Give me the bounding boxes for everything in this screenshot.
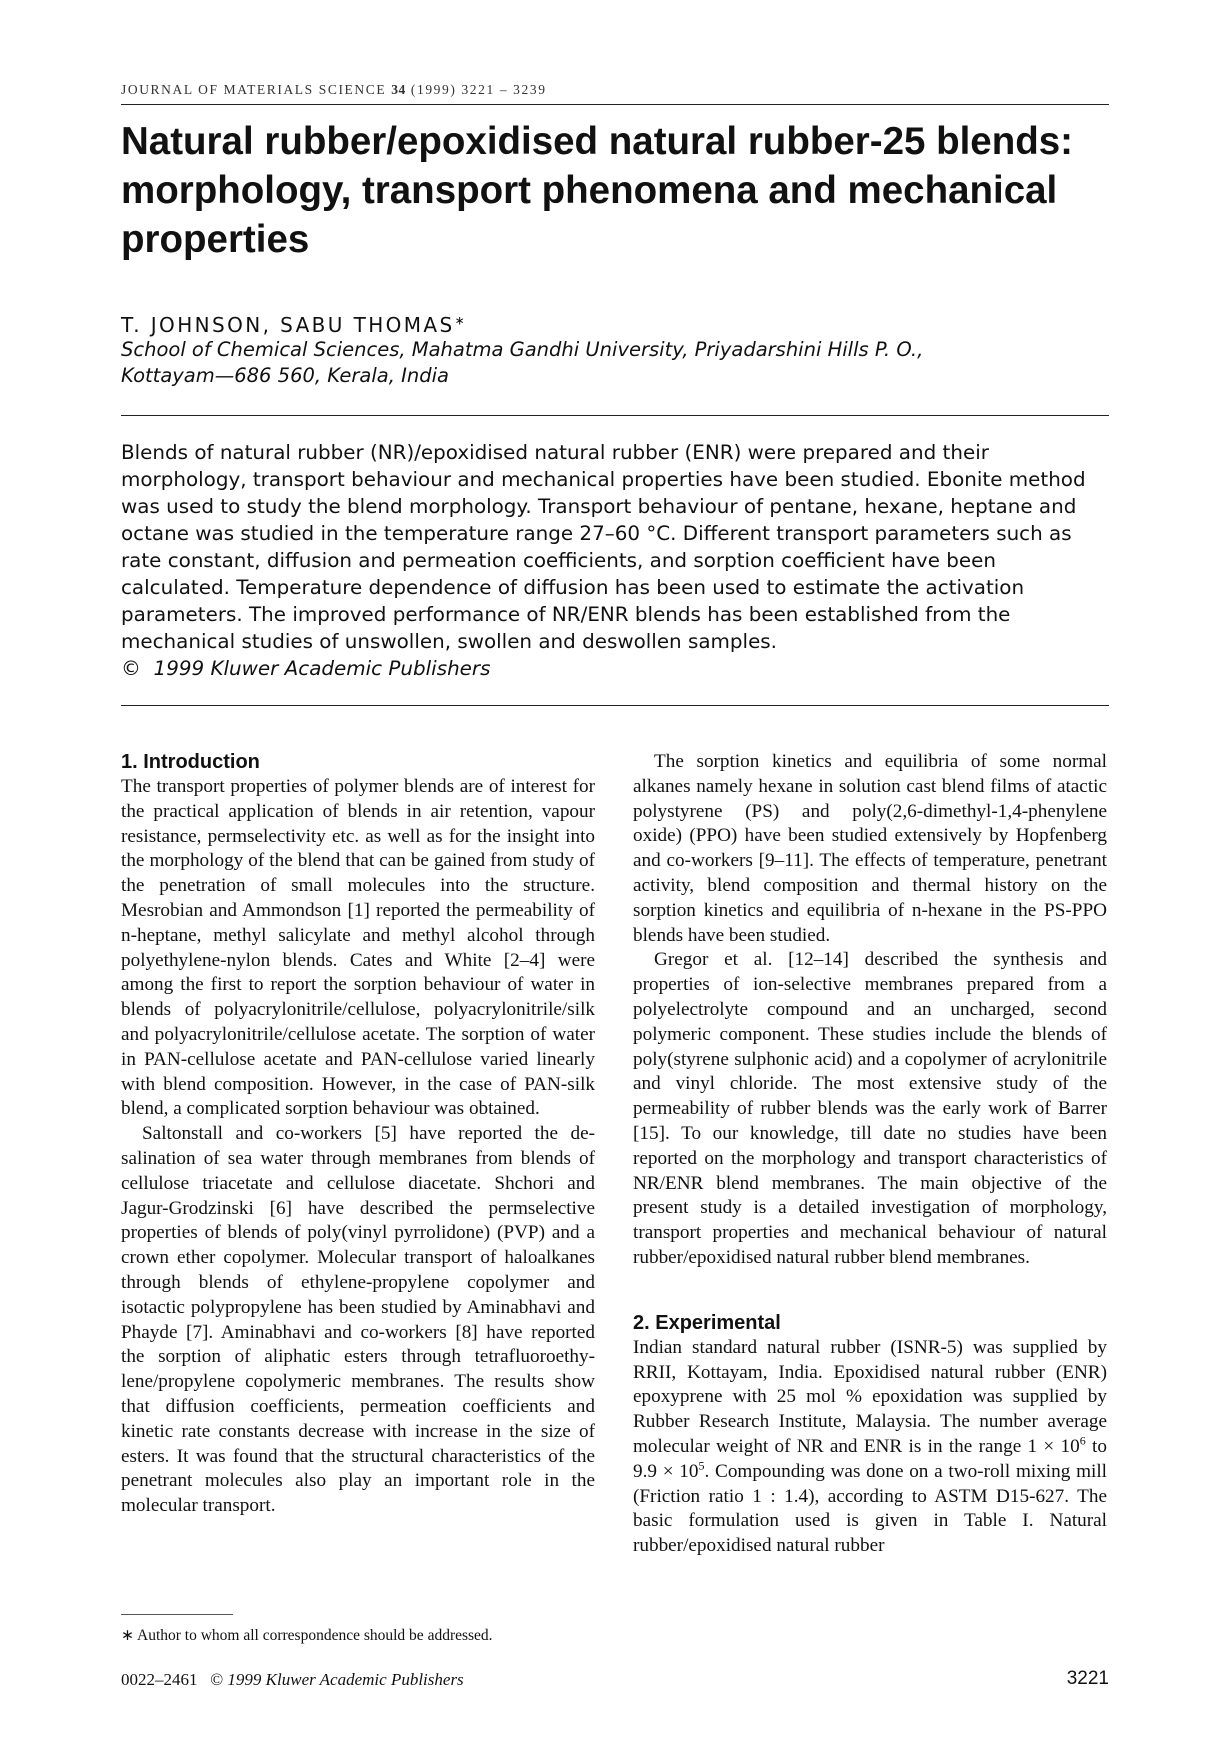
abstract <box>121 439 1111 682</box>
intro-paragraph: The transport properties of polymer blends are of interest for the practical application of blends in air retention, vapour resistance, permselectivity etc. as well as for the insight into the morphology of the blend that can be gained from study of the penetration of small molecules into the structure. Mesrobian and Ammondson [1] reported the permeability of n-heptane, methyl salicylate and methyl alcohol through polyethylene-nylon blends. Cates and White [2–4] were among the first to report the sorption behaviour of water in blends of polyacrylonitrile/cellulose, polyacrylonitrile/silk and polyacrylonitrile/cellulose acetate. The sorption of water in PAN-cellulose acetate and PAN-cellulose varied linearly with blend composition. However, in the case of PAN-silk blend, a complicated sorption behaviour was obtained. <box>121 776 595 1120</box>
abstract-copyright: 1999 Kluwer Academic Publishers <box>153 657 491 680</box>
copyright-icon: © <box>210 1670 224 1689</box>
page-footer <box>121 1670 464 1690</box>
abstract-bottom-rule <box>121 705 1109 706</box>
exponent: 6 <box>1079 1433 1086 1448</box>
footnote: ∗ Author to whom all correspondence should be addressed. <box>121 1627 493 1644</box>
journal-volume: 34 <box>391 82 406 97</box>
journal-year-pages: (1999) 3221 – 3239 <box>410 82 547 97</box>
abstract-text: Blends of natural rubber (NR)/epoxidised natural rubber (ENR) were prepared and their morphology, transport behaviour and mechanical properties have been studied. Ebonite method was used to study the blend morphology. Transport behaviour of pentane, hexane, heptane and octane was studied in the temperature range 27–60 °C. Different transport parameters such as rate constant, diffusion and permeation coefficients, and sorption coefficient have been calculated. Temperature dependence of diffusion has been used to estimate the activation parameters. The improved performance of NR/ENR blends has been established from the mechanical studies of unswollen, swollen and deswollen samples. <box>121 441 1086 653</box>
left-column <box>121 750 595 1519</box>
journal-name: JOURNAL OF MATERIALS SCIENCE <box>121 82 387 97</box>
affiliation-line: Kottayam—686 560, Kerala, India <box>121 364 449 387</box>
section-spacer <box>633 1271 1107 1311</box>
right-column <box>633 750 1107 1559</box>
experimental-text: Indian standard natural rubber (ISNR-5) was supplied by RRII, Kottayam, India. Epoxidised natural rubber (ENR) epoxyprene with 25 mol % epoxidation was supplied by Rubber Research Institute, Malaysia. The number average molecular weight of NR and ENR is in the range 1 × 10 <box>633 1336 1107 1457</box>
copyright-icon: © <box>121 657 141 680</box>
abstract-top-rule <box>121 415 1109 416</box>
intro-paragraph: The sorption kinetics and equilibria of some normal alkanes namely hexane in solution cast blend films of atactic polystyrene (PS) and poly(2,6-dimethyl-1,4-phenylene oxide) (PPO) have been studied extensively by Hopfenberg and co-workers [9–11]. The effects of temperature, penetrant activity, blend composition and thermal history on the sorption kinetics and equilibria of n-hexane in the PS-PPO blends have been studied. <box>633 751 1107 946</box>
article-title: Natural rubber/epoxidised natural rubber-25 blends: morphology, transport phenomena and mechanical properties <box>121 120 1073 261</box>
section-heading-introduction: 1. Introduction <box>121 751 260 773</box>
experimental-text: to 9.9 × 10 <box>633 1435 1107 1482</box>
experimental-text: . Compounding was done on a two-roll mixing mill (Friction ratio 1 : 1.4), according to ASTM D15-627. The basic formulation used is given in Table I. Natural rubber/epoxidised natural rubber <box>633 1460 1107 1557</box>
running-head <box>121 82 1109 98</box>
author-list <box>121 313 1081 337</box>
intro-paragraph: Gregor et al. [12–14] described the synthesis and properties of ion-selective membranes prepared from a polyelectrolyte compound and an uncharged, second polymeric component. These studies include the blends of poly(styrene sulphonic acid) and a copolymer of acrylonitrile and vinyl chloride. The most extensive study of the permeability of rubber blends was the early work of Barrer [15]. To our knowledge, till date no studies have been reported on the morphology and transport characteristics of NR/ENR blend membranes. The main objective of the present study is a detailed investigation of morphology, transport properties and mechanical behaviour of natural rubber/epoxidised natural rubber blend membranes. <box>633 949 1107 1268</box>
header-rule <box>121 104 1109 105</box>
page-number: 3221 <box>1066 1668 1109 1689</box>
corresponding-author-marker: ∗ <box>454 313 465 328</box>
intro-paragraph: Saltonstall and co-workers [5] have reported the desalination of sea water through membranes from blends of cellulose triacetate and cellulose diacetate. Shchori and Jagur-Grodzinski [6] have described the permselective properties of blends of poly(vinyl pyrrolidone) (PVP) and a crown ether copolymer. Molecular transport of haloalkanes through blends of ethylene-propylene copolymer and isotactic polypropylene has been studied by Aminabhavi and Phayde [7]. Aminabhavi and co-workers [8] have reported the sorption of aliphatic esters through tetrafluoroethylene/propylene copolymeric membranes. The results show that diffusion coefficients, permeation coefficients and kinetic rate constants decrease with increase in the size of esters. It was found that the structural characteristics of the penetrant molecules also play an important role in the molecular transport. <box>121 1123 595 1517</box>
footnote-rule <box>121 1614 233 1615</box>
footer-publisher: 1999 Kluwer Academic Publishers <box>227 1670 464 1689</box>
section-heading-experimental: 2. Experimental <box>633 1311 781 1334</box>
experimental-paragraph <box>633 1336 1107 1559</box>
author-names: T. JOHNSON, SABU THOMAS <box>121 313 455 337</box>
issn: 0022–2461 <box>121 1670 198 1689</box>
affiliation-line: School of Chemical Sciences, Mahatma Gandhi University, Priyadarshini Hills P. O., <box>121 338 924 361</box>
author-affiliation <box>121 337 1081 389</box>
exponent: 5 <box>698 1458 705 1473</box>
